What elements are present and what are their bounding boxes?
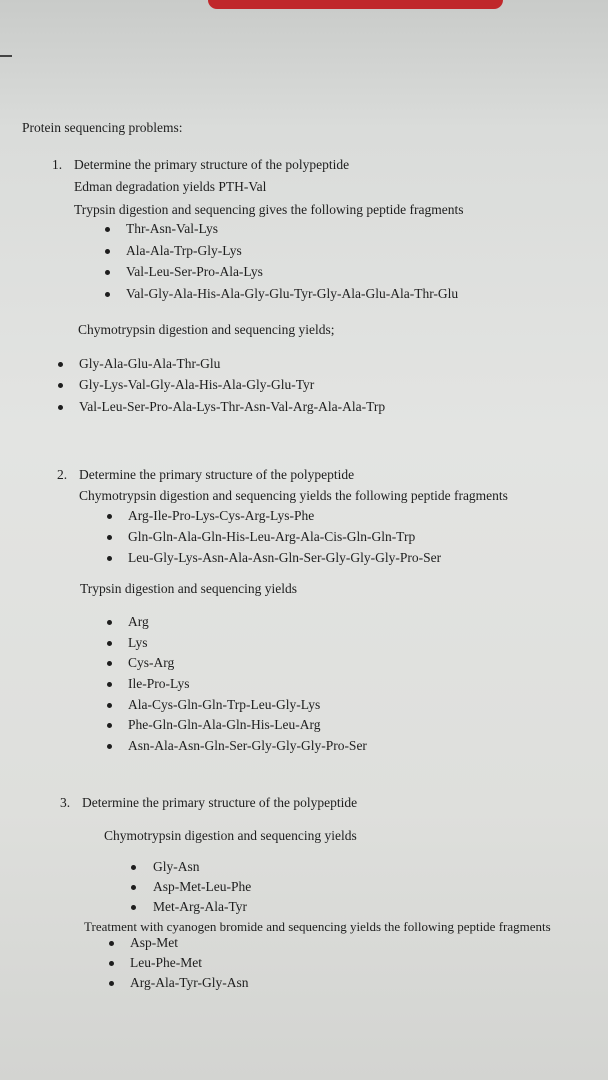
problem-3-chymotrypsin-fragment: Gly-Asn — [153, 859, 200, 874]
problem-2-trypsin-fragment: Ala-Cys-Gln-Gln-Trp-Leu-Gly-Lys — [128, 697, 321, 712]
bullet-icon — [131, 905, 136, 910]
page-heading: Protein sequencing problems: — [22, 120, 183, 135]
bullet-icon — [58, 405, 63, 410]
problem-2-chymotrypsin-fragment: Leu-Gly-Lys-Asn-Ala-Asn-Gln-Ser-Gly-Gly-Gly-Pro-Ser — [128, 550, 442, 565]
problem-1-trypsin-fragment: Val-Leu-Ser-Pro-Ala-Lys — [126, 264, 263, 279]
bullet-icon — [107, 703, 112, 708]
bullet-icon — [107, 641, 112, 646]
problem-2-trypsin-fragment: Cys-Arg — [128, 655, 175, 670]
problem-1-number: 1. — [52, 157, 63, 172]
problem-3-cnbr-intro: Treatment with cyanogen bromide and sequencing yields the following peptide fragments — [84, 919, 551, 934]
bullet-icon — [109, 961, 114, 966]
problem-2-trypsin-heading: Trypsin digestion and sequencing yields — [80, 581, 297, 596]
problem-2-trypsin-fragment: Lys — [128, 635, 148, 650]
bullet-icon — [107, 620, 112, 625]
bullet-icon — [105, 292, 110, 297]
problem-1-trypsin-fragment: Ala-Ala-Trp-Gly-Lys — [126, 243, 242, 258]
bullet-icon — [58, 362, 63, 367]
bullet-icon — [109, 941, 114, 946]
bullet-icon — [105, 270, 110, 275]
problem-1-trypsin-fragment: Thr-Asn-Val-Lys — [126, 221, 218, 236]
problem-2-chymotrypsin-fragment: Gln-Gln-Ala-Gln-His-Leu-Arg-Ala-Cis-Gln-Gln-Trp — [128, 529, 416, 544]
problem-1-title: Determine the primary structure of the polypeptide — [74, 157, 350, 172]
bullet-icon — [109, 981, 114, 986]
bullet-icon — [107, 556, 112, 561]
bullet-icon — [107, 723, 112, 728]
problem-2-trypsin-fragment: Ile-Pro-Lys — [128, 676, 190, 691]
problem-1-chymotrypsin-heading: Chymotrypsin digestion and sequencing yields; — [78, 322, 335, 337]
problem-3-cnbr-fragment: Arg-Ala-Tyr-Gly-Asn — [130, 975, 249, 990]
problem-1-chymotrypsin-fragment: Val-Leu-Ser-Pro-Ala-Lys-Thr-Asn-Val-Arg-Ala-Ala-Trp — [79, 399, 386, 414]
problem-3-chymotrypsin-fragment: Asp-Met-Leu-Phe — [153, 879, 252, 894]
bullet-icon — [131, 885, 136, 890]
bullet-icon — [107, 535, 112, 540]
bullet-icon — [107, 661, 112, 666]
red-tab-edge — [208, 0, 503, 9]
problem-1-edman: Edman degradation yields PTH-Val — [74, 179, 267, 194]
bullet-icon — [107, 514, 112, 519]
problem-2-trypsin-fragment: Arg — [128, 614, 149, 629]
problem-2-number: 2. — [57, 467, 68, 482]
bullet-icon — [58, 383, 63, 388]
problem-3-chymotrypsin-heading: Chymotrypsin digestion and sequencing yields — [104, 828, 357, 843]
problem-2-title: Determine the primary structure of the polypeptide — [79, 467, 355, 482]
problem-3-cnbr-fragment: Asp-Met — [130, 935, 178, 950]
problem-2-chymotrypsin-intro: Chymotrypsin digestion and sequencing yields the following peptide fragments — [79, 488, 508, 503]
problem-3-number: 3. — [60, 795, 71, 810]
problem-1-trypsin-intro: Trypsin digestion and sequencing gives the following peptide fragments — [74, 202, 464, 217]
problem-1-trypsin-fragment: Val-Gly-Ala-His-Ala-Gly-Glu-Tyr-Gly-Ala-Glu-Ala-Thr-Glu — [126, 286, 459, 301]
problem-1-chymotrypsin-fragment: Gly-Ala-Glu-Ala-Thr-Glu — [79, 356, 221, 371]
problem-2-trypsin-fragment: Phe-Gln-Gln-Ala-Gln-His-Leu-Arg — [128, 717, 321, 732]
bullet-icon — [131, 865, 136, 870]
problem-2-chymotrypsin-fragment: Arg-Ile-Pro-Lys-Cys-Arg-Lys-Phe — [128, 508, 315, 523]
bullet-icon — [107, 682, 112, 687]
problem-3-cnbr-fragment: Leu-Phe-Met — [130, 955, 202, 970]
bullet-icon — [105, 249, 110, 254]
problem-1-chymotrypsin-fragment: Gly-Lys-Val-Gly-Ala-His-Ala-Gly-Glu-Tyr — [79, 377, 315, 392]
bullet-icon — [105, 227, 110, 232]
margin-mark — [0, 55, 12, 57]
problem-3-chymotrypsin-fragment: Met-Arg-Ala-Tyr — [153, 899, 248, 914]
problem-2-trypsin-fragment: Asn-Ala-Asn-Gln-Ser-Gly-Gly-Gly-Pro-Ser — [128, 738, 367, 753]
bullet-icon — [107, 744, 112, 749]
problem-3-title: Determine the primary structure of the polypeptide — [82, 795, 358, 810]
